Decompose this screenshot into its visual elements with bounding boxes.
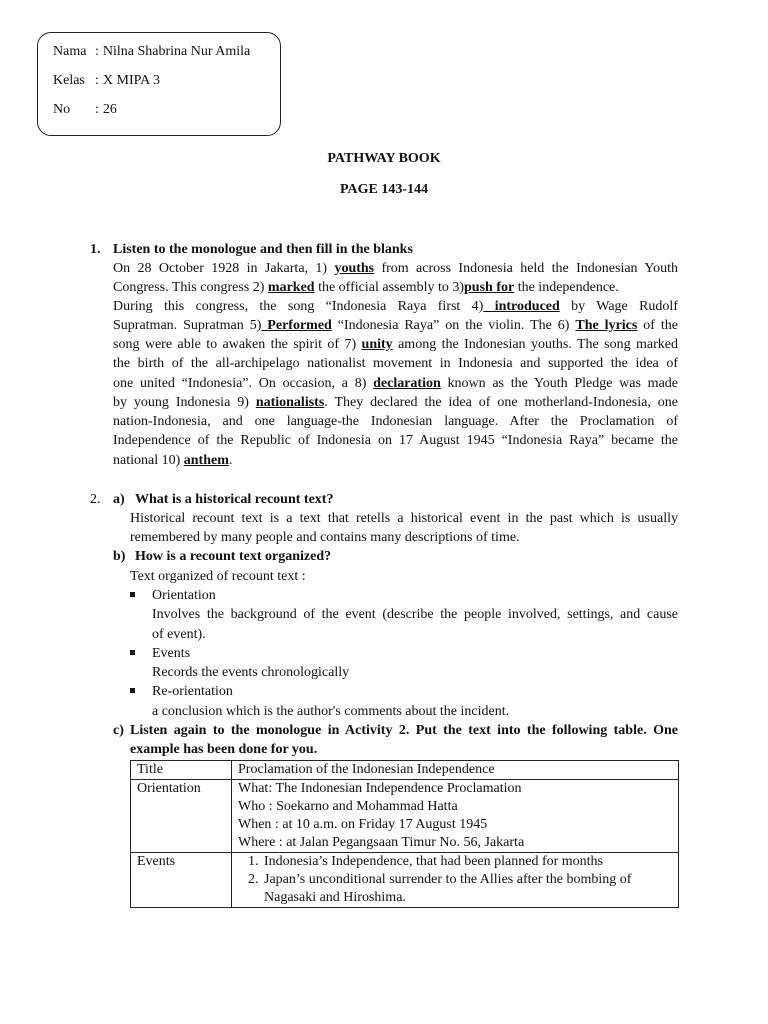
q2b-question: How is a recount text organized?: [135, 549, 332, 564]
name-separator: :: [95, 44, 99, 59]
student-info-box: [37, 32, 281, 136]
q2c-label: c): [113, 723, 124, 738]
orientation-what: What: The Indonesian Independence Proclamation: [238, 781, 522, 796]
blank-7: unity: [361, 337, 393, 352]
name-row: [53, 44, 250, 60]
events-value-cell: [232, 853, 679, 908]
page-title: PATHWAY BOOK: [327, 151, 441, 166]
bullet-events: [130, 650, 135, 655]
number-value: 26: [102, 102, 117, 117]
recount-table: [130, 760, 679, 908]
q1-line-1: On 28 October 1928 in Jakarta, 1) youths from across Indonesia held the Indonesian Youth: [113, 261, 678, 276]
orientation-where: Where : at Jalan Pegangsaan Timur No. 56, Jakarta: [238, 835, 525, 850]
q1-line-3: During this congress, the song “Indonesia Raya first 4) introduced by Wage Rudolf: [113, 299, 678, 314]
title-value-cell: Proclamation of the Indonesian Independence: [232, 761, 679, 780]
item-reorientation-name: Re-orientation: [152, 684, 233, 699]
orientation-who: Who : Soekarno and Mohammad Hatta: [238, 799, 458, 814]
q2b-label: b): [113, 549, 126, 564]
q1-line-5: song were able to awaken the spirit of 7) unity among the Indonesian youths. The song marked: [113, 337, 678, 352]
q2a-label: a): [113, 492, 125, 507]
table-row: [131, 780, 679, 853]
class-row: [53, 73, 160, 89]
title-label-cell: Title: [131, 761, 232, 780]
orientation-label-cell: Orientation: [131, 780, 232, 853]
item-orientation-name: Orientation: [152, 588, 216, 603]
event-item-2: 2. Japan’s unconditional surrender to the Allies after the bombing of Nagasaki and Hiroshima.: [262, 871, 672, 907]
q1-prompt: Listen to the monologue and then fill in the blanks: [113, 242, 413, 257]
blank-4: introduced: [483, 299, 560, 314]
event-item-1: 1. Indonesia’s Independence, that had been planned for months: [262, 853, 672, 871]
q1-line-9: nation-Indonesia, and one language-the Indonesian language. After the Proclamation of: [113, 414, 678, 429]
item-reorientation-desc: a conclusion which is the author's comments about the incident.: [152, 704, 510, 719]
bullet-reorientation: [130, 688, 135, 693]
orientation-when: When : at 10 a.m. on Friday 17 August 1945: [238, 817, 488, 832]
blank-6: The lyrics: [575, 318, 638, 333]
q2a-answer-2: remembered by many people and contains many descriptions of time.: [130, 530, 520, 545]
blank-10: anthem: [183, 453, 229, 468]
item-orientation-desc-1: Involves the background of the event (describe the people involved, settings, and cause: [152, 607, 678, 622]
number-label: No: [53, 102, 71, 117]
orientation-value-cell: [232, 780, 679, 853]
q2a-question: What is a historical recount text?: [135, 492, 334, 507]
q2b-intro: Text organized of recount text :: [130, 569, 306, 584]
q1-line-8: by young Indonesia 9) nationalists. They declared the idea of one motherland-Indonesia, one: [113, 395, 678, 410]
q2-number: 2.: [90, 492, 101, 507]
blank-2: marked: [267, 280, 315, 295]
bullet-orientation: [130, 592, 135, 597]
name-value: Nilna Shabrina Nur Amila: [102, 44, 251, 59]
q2a-answer-1: Historical recount text is a text that retells a historical event in the past which is usually: [130, 511, 678, 526]
class-separator: :: [95, 73, 99, 88]
events-list: [238, 853, 672, 907]
class-label: Kelas: [53, 73, 85, 88]
class-value: X MIPA 3: [102, 73, 160, 88]
item-events-desc: Records the events chronologically: [152, 665, 350, 680]
q1-number: 1.: [90, 242, 101, 257]
blank-3: push for: [464, 280, 515, 295]
blank-9: nationalists: [255, 395, 325, 410]
item-orientation-desc-2: of event).: [152, 627, 206, 642]
name-label: Nama: [53, 44, 87, 59]
blank-1: youths: [334, 261, 375, 276]
q1-line-11: national 10) anthem.: [113, 453, 233, 468]
q1-line-2: Congress. This congress 2) marked the official assembly to 3)push for the independence.: [113, 280, 619, 295]
blank-5: Performed: [261, 318, 332, 333]
events-label-cell: Events: [131, 853, 232, 908]
number-separator: :: [95, 102, 99, 117]
number-row: [53, 102, 117, 118]
blank-8: declaration: [373, 376, 441, 391]
q1-line-10: Independence of the Republic of Indonesia on 17 August 1945 “Indonesia Raya” became the: [113, 433, 678, 448]
q2c-question-1: Listen again to the monologue in Activity 2. Put the text into the following table. One: [130, 723, 678, 738]
page-subtitle: PAGE 143-144: [339, 182, 428, 197]
q1-line-7: one united “Indonesia”. On occasion, a 8) declaration known as the Youth Pledge was made: [113, 376, 678, 391]
table-row: [131, 761, 679, 780]
q2c-question-2: example has been done for you.: [130, 742, 318, 757]
q1-line-4: Supratman. Supratman 5) Performed “Indonesia Raya” on the violin. The 6) The lyrics of the: [113, 318, 678, 333]
table-row: [131, 853, 679, 908]
q1-line-6: the birth of the all-archipelago nationalist movement in Indonesia and supported the idea of: [113, 356, 678, 371]
item-events-name: Events: [152, 646, 191, 661]
